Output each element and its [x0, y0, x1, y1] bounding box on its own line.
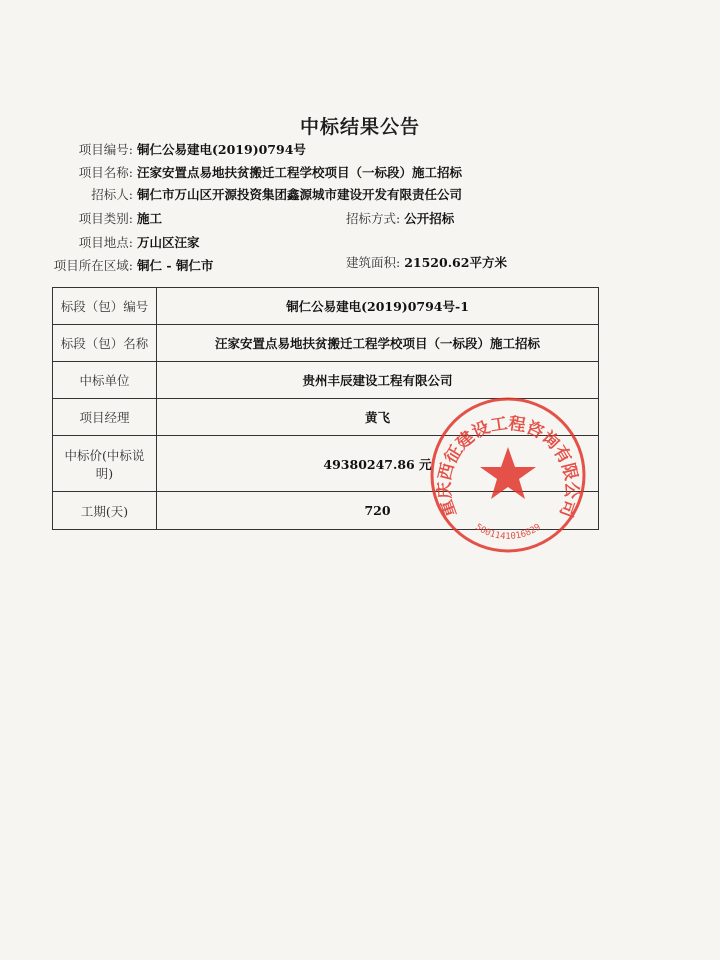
row-label: 标段（包）名称	[53, 325, 157, 362]
svg-text:5001141016829: 5001141016829	[473, 522, 543, 543]
tenderer-row	[40, 185, 462, 203]
region-value: 铜仁 - 铜仁市	[136, 258, 214, 273]
row-label: 标段（包）编号	[53, 288, 157, 325]
table-row	[53, 362, 599, 399]
method-label: 招标方式:	[346, 211, 401, 226]
company-seal-icon	[428, 395, 588, 555]
project-number-value: 铜仁公易建电(2019)0794号	[136, 142, 306, 157]
area-label: 建筑面积:	[346, 255, 401, 270]
category-label: 项目类别:	[78, 211, 133, 226]
area-row	[346, 253, 507, 271]
method-value: 公开招标	[404, 211, 455, 226]
area-value: 21520.62平方米	[404, 255, 507, 270]
category-value: 施工	[136, 211, 162, 226]
tenderer-value: 铜仁市万山区开源投资集团鑫源城市建设开发有限责任公司	[136, 187, 462, 202]
category-row	[40, 209, 162, 227]
location-label: 项目地点:	[78, 235, 133, 250]
project-name-value: 汪家安置点易地扶贫搬迁工程学校项目（一标段）施工招标	[136, 165, 462, 180]
region-row	[40, 256, 213, 274]
table-row	[53, 325, 599, 362]
method-row	[346, 209, 454, 227]
row-label: 工期(天)	[53, 492, 157, 530]
page-title: 中标结果公告	[299, 116, 420, 138]
row-value: 铜仁公易建电(2019)0794号-1	[157, 288, 599, 325]
row-value: 720	[157, 492, 599, 530]
project-number-row	[40, 140, 306, 158]
svg-text:重庆西征建设工程咨询有限公司: 重庆西征建设工程咨询有限公司	[434, 413, 582, 520]
row-value: 49380247.86 元	[157, 436, 599, 492]
row-label: 中标单位	[53, 362, 157, 399]
location-row	[40, 233, 200, 251]
project-name-row	[40, 163, 462, 181]
tenderer-label: 招标人:	[91, 187, 133, 202]
project-name-label: 项目名称:	[78, 165, 133, 180]
project-number-label: 项目编号:	[78, 142, 133, 157]
row-label: 中标价(中标说明)	[53, 436, 157, 492]
row-value: 汪家安置点易地扶贫搬迁工程学校项目（一标段）施工招标	[157, 325, 599, 362]
table-row	[53, 288, 599, 325]
region-label: 项目所在区域:	[53, 258, 133, 273]
location-value: 万山区汪家	[136, 235, 200, 250]
row-label: 项目经理	[53, 399, 157, 436]
row-value: 贵州丰辰建设工程有限公司	[157, 362, 599, 399]
row-value: 黄飞	[157, 399, 599, 436]
